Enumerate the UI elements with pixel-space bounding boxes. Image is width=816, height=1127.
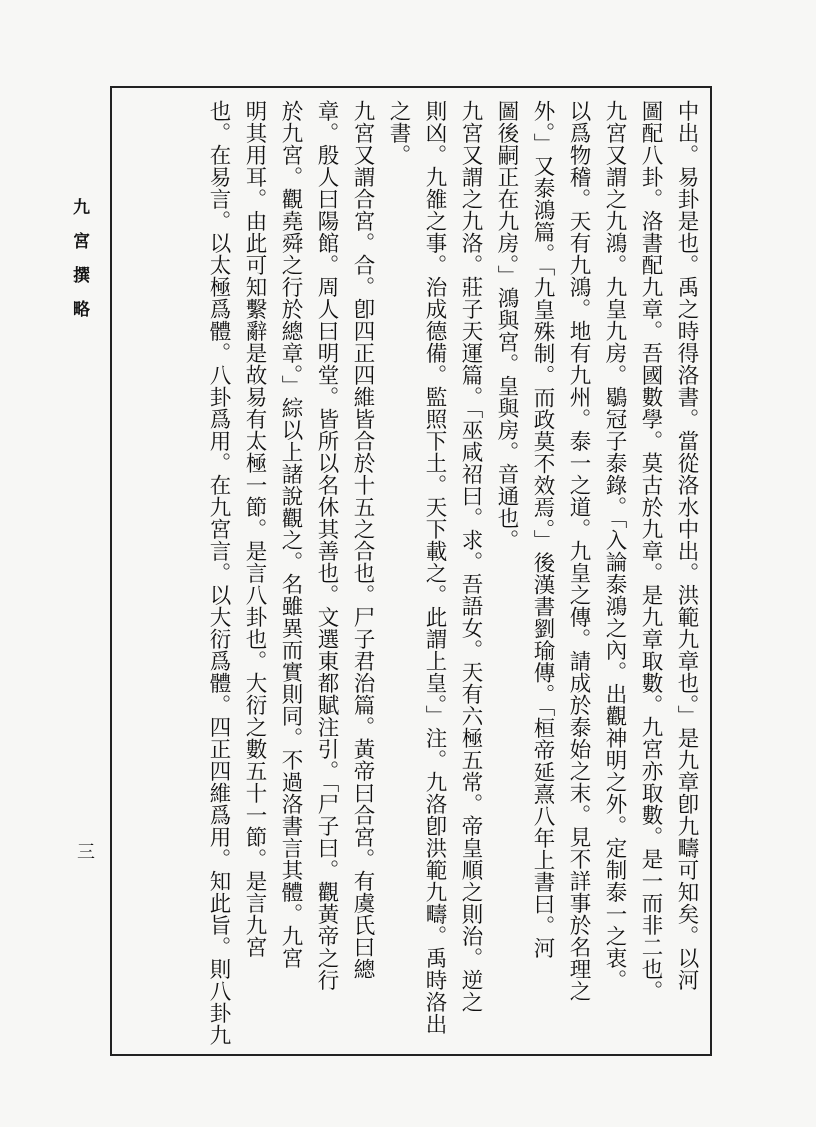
text-column: 明其用耳。由此可知繫辭是故易有太極一節。是言八卦也。大衍之數五十一節。是言九宮 [242, 100, 267, 958]
text-column: 之書。 [386, 100, 411, 166]
text-column: 也。在易言。以太極爲體。八卦爲用。在九宮言。以大衍爲體。四正四維爲用。知此旨。則八卦九 [206, 100, 231, 1046]
text-column: 九宮又謂之九鴻。九皇九房。鶡冠子泰錄。「入論泰鴻之內。出觀神明之外。定制泰一之衷。 [602, 100, 627, 992]
text-column: 則凶。九雒之事。治成德備。監照下土。天下載之。此謂上皇。」注。九洛卽洪範九疇。禹時洛出 [422, 100, 447, 1036]
text-column: 章。殷人曰陽館。周人曰明堂。皆所以名休其善也。文選東都賦注引。「尸子曰。觀黃帝之行 [314, 100, 339, 992]
text-column: 九宮又謂之九洛。莊子天運篇。「巫咸祒曰。求。吾語女。天有六極五常。帝皇順之則治。逆之 [458, 100, 483, 1014]
text-column: 九宮又謂合宮。合。卽四正四維皆合於十五之合也。尸子君治篇。黃帝曰合宮。有虞氏曰總 [350, 100, 375, 980]
text-column: 圖後嗣正在九房。」鴻與宮。皇與房。音通也。 [494, 100, 519, 552]
page-number: 三 [74, 842, 95, 860]
text-column: 外。」又泰鴻篇。「九皇殊制。而政莫不效焉。」後漢書劉瑜傳。「桓帝延熹八年上書曰。河 [530, 100, 555, 959]
text-column: 於九宮。觀堯舜之行於總章。」綜以上諸說觀之。名雖異而實則同。不過洛書言其體。九宮 [278, 100, 303, 970]
text-column: 中出。易卦是也。禹之時得洛書。當從洛水中出。洪範九章也。」是九章卽九疇可知矣。以河 [674, 100, 699, 992]
text-column: 圖配八卦。洛書配九章。吾國數學。莫古於九章。是九章取數。九宮亦取數。是一而非二也。 [638, 100, 663, 1002]
main-text-body [128, 100, 704, 1046]
book-title-margin: 九宮撰略 [69, 198, 89, 334]
text-column: 以爲物稽。天有九鴻。地有九州。泰一之道。九皇之傳。請成於泰始之末。見不詳事於名理之 [566, 100, 591, 1002]
